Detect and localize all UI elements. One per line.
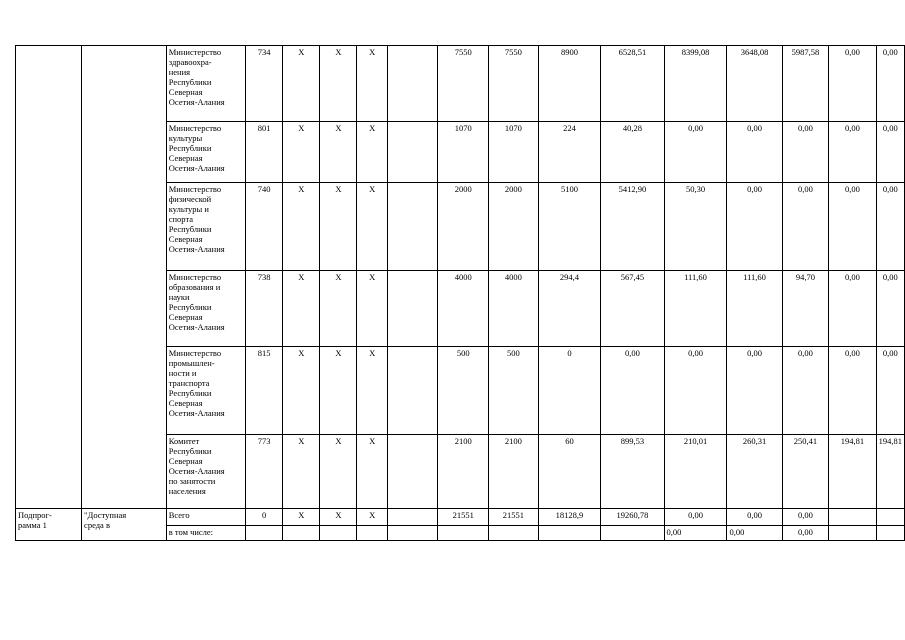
value-cell: 0,00 [601,347,664,435]
x-cell: X [283,271,320,347]
code-cell: 773 [245,435,282,509]
organization-cell [166,435,245,509]
cell-text-line: Министерство [168,47,222,57]
x-cell: X [320,122,357,183]
x-cell [357,526,387,541]
value-cell: 0,00 [876,271,904,347]
value-cell: 4000 [489,271,538,347]
value-cell: 7550 [489,46,538,122]
value-cell: 0,00 [782,526,829,541]
value-cell: 260,31 [727,435,782,509]
code-cell: 815 [245,347,282,435]
value-cell: 0,00 [664,526,727,541]
cell-text-line: Республики [168,388,212,398]
value-cell: 19260,78 [601,509,664,526]
x-cell: X [320,435,357,509]
code-cell: 801 [245,122,282,183]
x-cell: X [320,46,357,122]
value-cell: 210,01 [664,435,727,509]
value-cell: 2000 [489,183,538,271]
cell-text-line: образования и [168,282,221,292]
cell-text-line: Северная [168,312,203,322]
x-cell: X [283,46,320,122]
x-cell: X [357,435,387,509]
value-cell: 94,70 [782,271,829,347]
value-cell: 0,00 [727,509,782,526]
table-row [16,46,905,122]
x-cell: X [283,509,320,526]
organization-cell [166,183,245,271]
value-cell: 111,60 [664,271,727,347]
value-cell: 2100 [438,435,489,509]
code-cell: 738 [245,271,282,347]
value-cell: 6528,51 [601,46,664,122]
x-cell: X [283,347,320,435]
value-cell [876,526,904,541]
value-cell [489,526,538,541]
cell-text-line: Северная [168,398,203,408]
subprogram-name-cell [82,509,167,541]
cell-text-line: культуры [168,133,203,143]
organization-cell: в том числе: [166,526,245,541]
value-cell: 294,4 [538,271,601,347]
empty-cell [387,46,437,122]
value-cell: 0,00 [782,509,829,526]
organization-cell: Всего [166,509,245,526]
organization-cell [166,46,245,122]
value-cell: 50,30 [664,183,727,271]
value-cell: 40,28 [601,122,664,183]
cell-text-line: науки [168,292,190,302]
value-cell: 250,41 [782,435,829,509]
empty-cell [82,46,167,509]
x-cell: X [320,347,357,435]
cell-text-line: Республики [168,224,212,234]
cell-text-line: физической [168,194,212,204]
cell-text-line: здравоохра- [168,57,212,67]
value-cell: 111,60 [727,271,782,347]
cell-text-line: Подпрог- [18,510,52,520]
value-cell: 0,00 [876,347,904,435]
x-cell: X [357,122,387,183]
code-cell [245,526,282,541]
x-cell: X [357,271,387,347]
budget-table [15,45,905,541]
x-cell: X [283,183,320,271]
code-cell: 0 [245,509,282,526]
value-cell: 2000 [438,183,489,271]
value-cell: 0,00 [782,183,829,271]
cell-text-line: Республики [168,143,212,153]
table-row [16,509,905,526]
value-cell [829,509,876,526]
value-cell [601,526,664,541]
cell-text-line: Республики [168,77,212,87]
value-cell: 0 [538,347,601,435]
empty-cell [387,347,437,435]
cell-text-line: Республики [168,302,212,312]
value-cell: 0,00 [876,46,904,122]
cell-text-line: Осетия-Алания [168,466,225,476]
cell-text-line: Осетия-Алания [168,97,225,107]
cell-text-line: Министерство [168,348,222,358]
value-cell: 5412,90 [601,183,664,271]
cell-text-line: Северная [168,456,203,466]
code-cell: 734 [245,46,282,122]
value-cell: 4000 [438,271,489,347]
cell-text-line: Комитет [168,436,200,446]
x-cell: X [320,271,357,347]
empty-cell [387,122,437,183]
organization-cell [166,347,245,435]
x-cell [283,526,320,541]
value-cell: 0,00 [829,46,876,122]
value-cell: 3648,08 [727,46,782,122]
cell-text-line: Осетия-Алания [168,322,225,332]
empty-cell [387,526,437,541]
value-cell: 2100 [489,435,538,509]
cell-text-line: Министерство [168,272,222,282]
organization-cell [166,271,245,347]
value-cell: 1070 [489,122,538,183]
x-cell: X [283,122,320,183]
cell-text-line: Министерство [168,184,222,194]
value-cell: 0,00 [829,271,876,347]
cell-text-line: "Доступная [84,510,127,520]
value-cell: 567,45 [601,271,664,347]
value-cell: 0,00 [876,183,904,271]
value-cell: 7550 [438,46,489,122]
cell-text-line: Осетия-Алания [168,408,225,418]
cell-text-line: по занятости [168,476,216,486]
value-cell: 21551 [489,509,538,526]
cell-text-line: транспорта [168,378,210,388]
value-cell: 8399,08 [664,46,727,122]
cell-text-line: культуры и [168,204,209,214]
cell-text-line: ности и [168,368,197,378]
organization-cell [166,122,245,183]
value-cell: 0,00 [829,347,876,435]
x-cell: X [320,183,357,271]
empty-cell [16,46,82,509]
value-cell: 0,00 [782,347,829,435]
cell-text-line: Северная [168,87,203,97]
value-cell: 899,53 [601,435,664,509]
x-cell: X [357,347,387,435]
x-cell: X [357,183,387,271]
value-cell: 0,00 [829,122,876,183]
value-cell: 0,00 [664,122,727,183]
subprogram-label-cell [16,509,82,541]
cell-text-line: Осетия-Алания [168,163,225,173]
value-cell [538,526,601,541]
cell-text-line: Республики [168,446,212,456]
value-cell: 0,00 [727,183,782,271]
value-cell: 0,00 [664,509,727,526]
empty-cell [387,271,437,347]
cell-text-line: среда в [84,520,110,530]
cell-text-line: Северная [168,234,203,244]
cell-text-line: Министерство [168,123,222,133]
value-cell: 500 [438,347,489,435]
cell-text-line: рамма 1 [18,520,47,530]
value-cell: 224 [538,122,601,183]
value-cell: 5987,58 [782,46,829,122]
value-cell: 1070 [438,122,489,183]
cell-text-line: Северная [168,153,203,163]
code-cell: 740 [245,183,282,271]
x-cell: X [283,435,320,509]
value-cell: 0,00 [727,347,782,435]
value-cell: 0,00 [876,122,904,183]
value-cell: 5100 [538,183,601,271]
value-cell: 60 [538,435,601,509]
value-cell: 18128,9 [538,509,601,526]
value-cell: 194,81 [829,435,876,509]
value-cell: 21551 [438,509,489,526]
x-cell [320,526,357,541]
cell-text-line: Осетия-Алания [168,244,225,254]
value-cell: 0,00 [727,122,782,183]
value-cell [876,509,904,526]
value-cell [829,526,876,541]
value-cell: 0,00 [782,122,829,183]
x-cell: X [320,509,357,526]
value-cell: 0,00 [664,347,727,435]
value-cell [438,526,489,541]
cell-text-line: нения [168,67,191,77]
cell-text-line: населения [168,486,206,496]
empty-cell [387,509,437,526]
empty-cell [387,183,437,271]
value-cell: 500 [489,347,538,435]
cell-text-line: промышлен- [168,358,215,368]
x-cell: X [357,509,387,526]
value-cell: 194,81 [876,435,904,509]
cell-text-line: спорта [168,214,194,224]
x-cell: X [357,46,387,122]
empty-cell [387,435,437,509]
value-cell: 0,00 [727,526,782,541]
value-cell: 0,00 [829,183,876,271]
value-cell: 8900 [538,46,601,122]
